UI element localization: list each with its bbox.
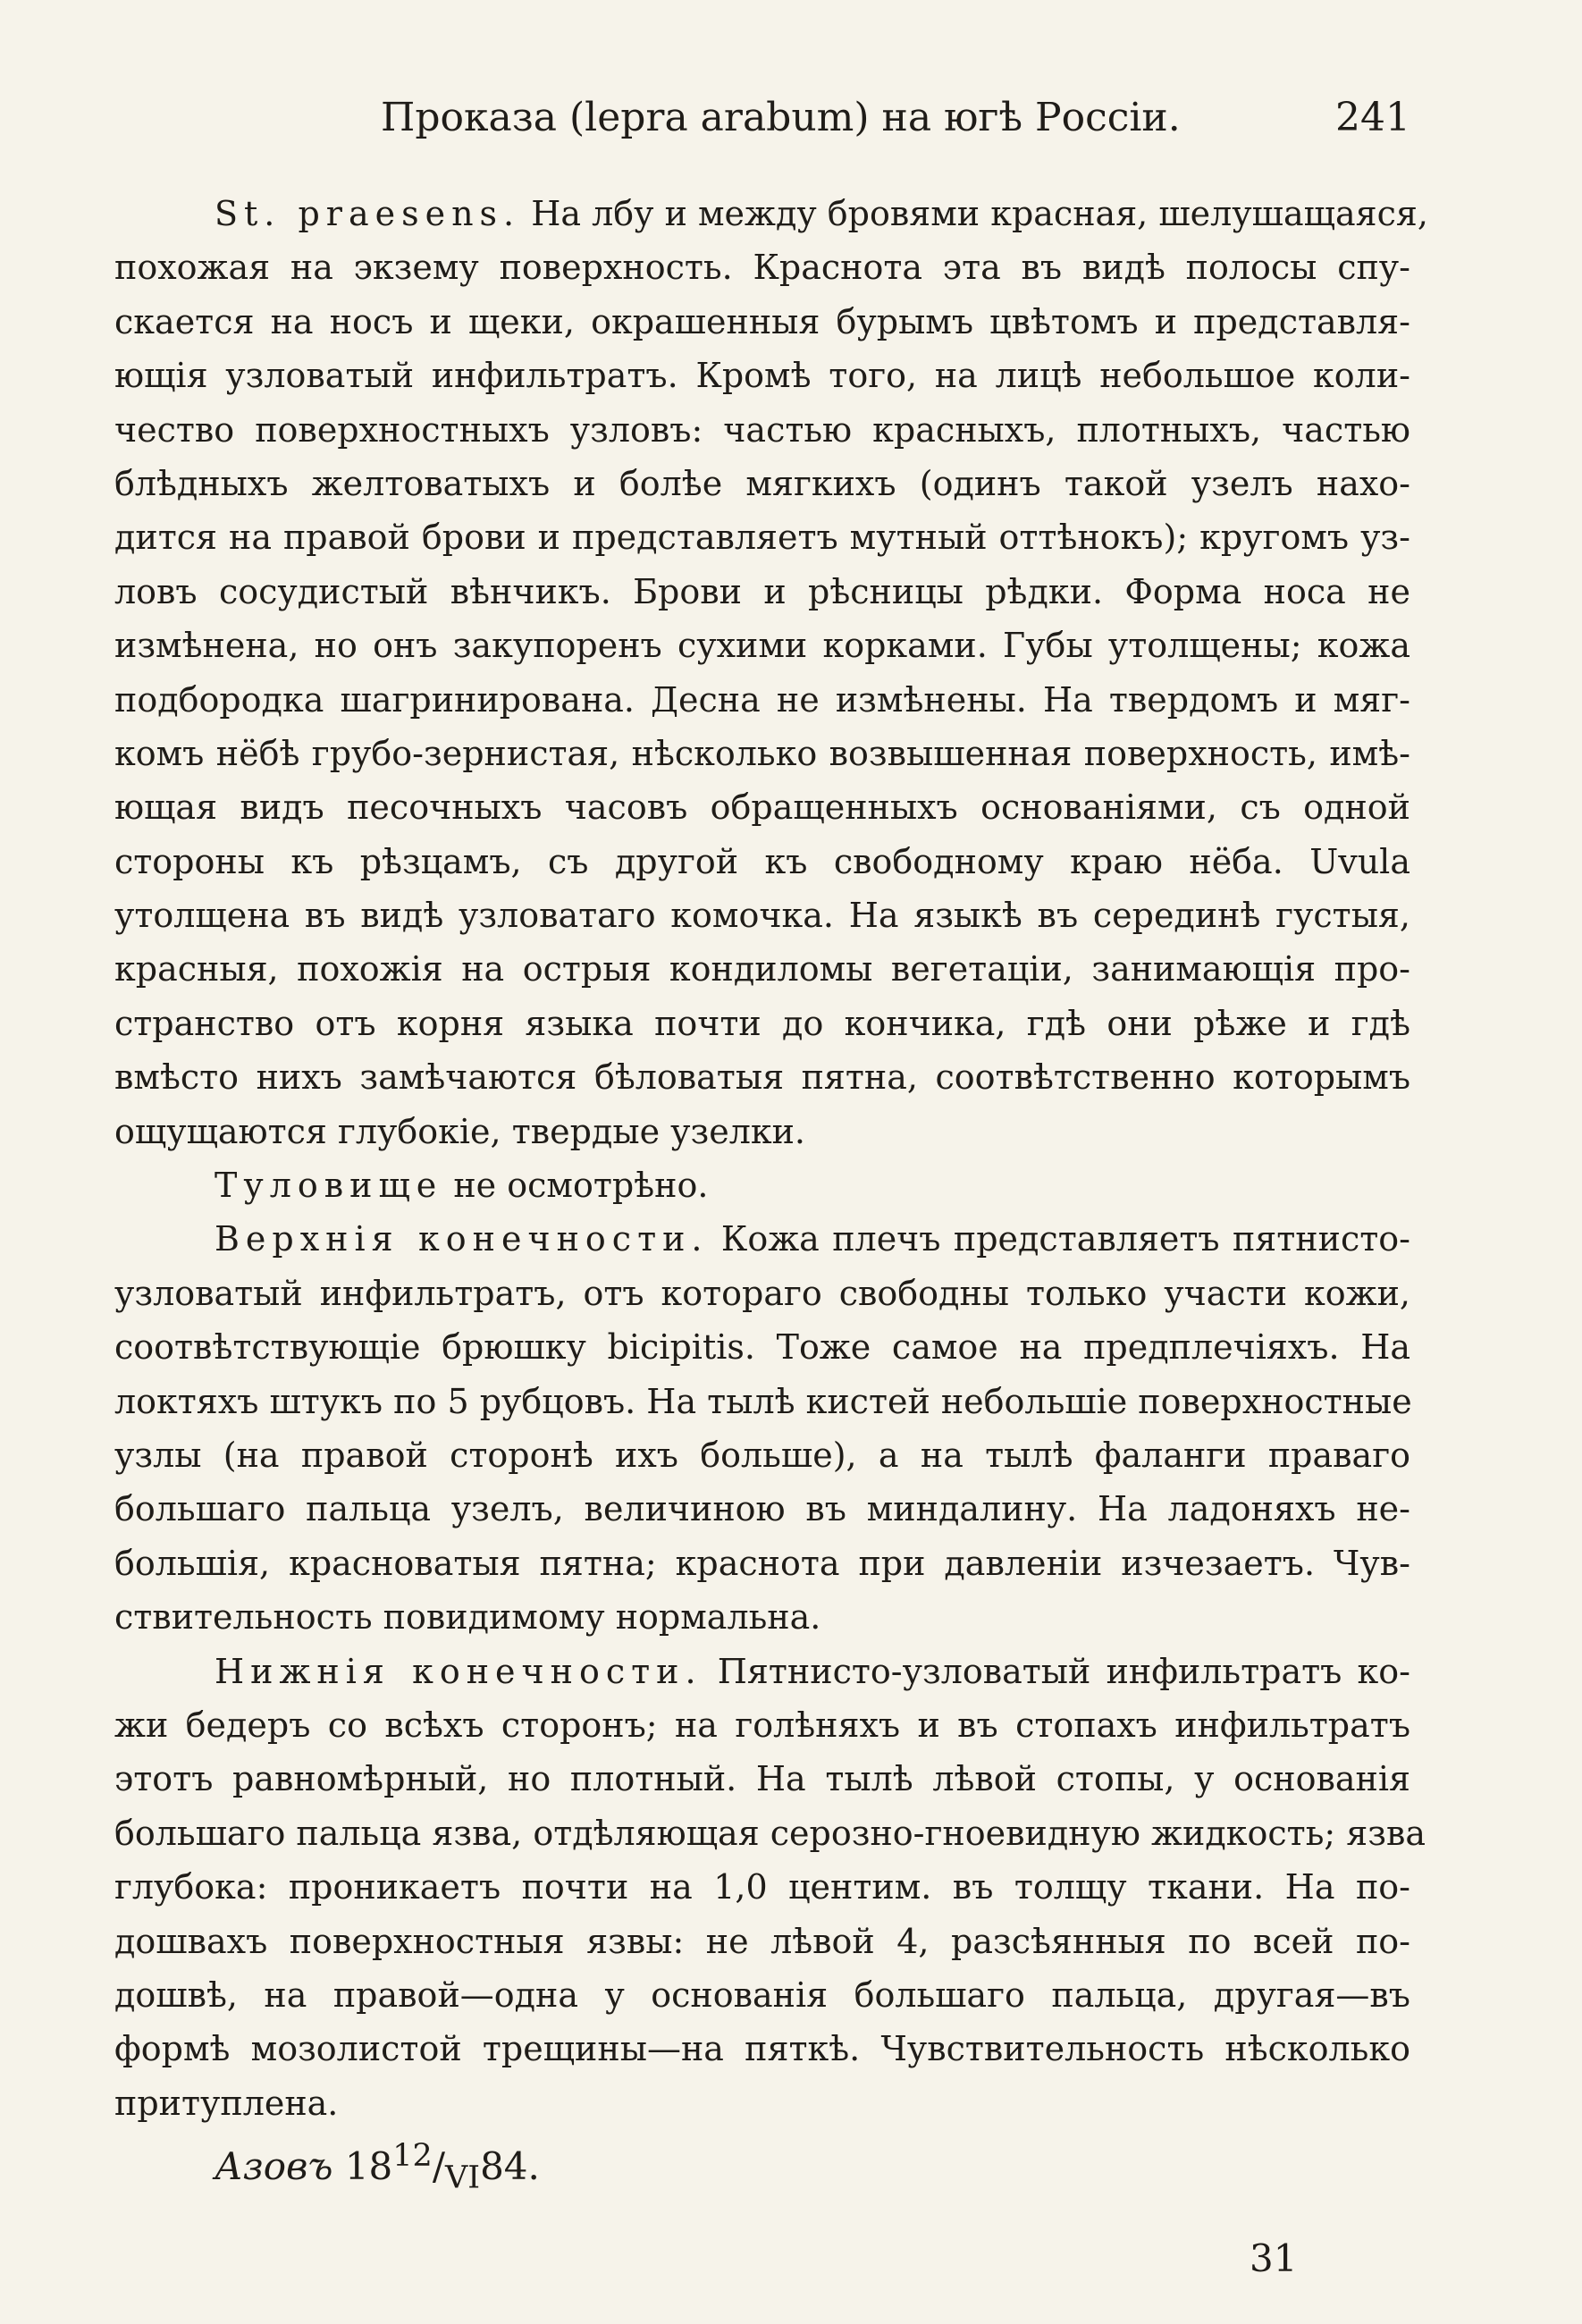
- body-line: утолщена въ видѣ узловатаго комочка. На языкѣ въ серединѣ густыя,: [114, 896, 1410, 936]
- body-line: жи бедеръ со всѣхъ сторонъ; на голѣняхъ и въ стопахъ инфильтратъ: [114, 1705, 1410, 1745]
- body-line: Туловище не осмотрѣно.: [215, 1166, 709, 1206]
- body-line: ющія узловатый инфильтратъ. Кромѣ того, на лицѣ небольшое коли-: [114, 356, 1410, 396]
- body-line: похожая на экзему поверхность. Краснота эта въ видѣ полосы спу-: [114, 248, 1410, 288]
- body-line: подбородка шагринирована. Десна не измѣнены. На твердомъ и мяг-: [114, 679, 1410, 720]
- date-year-end: 84.: [480, 2144, 540, 2188]
- running-header: [114, 95, 1410, 148]
- body-line: красныя, похожія на острыя кондиломы вегетаціи, занимающія про-: [114, 949, 1410, 989]
- section-lead: Верхнія конечности.: [215, 1219, 709, 1259]
- body-line: локтяхъ штукъ по 5 рубцовъ. На тылѣ кистей небольшіе поверхностные: [114, 1381, 1412, 1421]
- page-number: 241: [1335, 95, 1410, 140]
- body-line: ловъ сосудистый вѣнчикъ. Брови и рѣсницы рѣдки. Форма носа не: [114, 571, 1410, 611]
- body-line: большаго пальца узелъ, величиною въ миндалину. На ладоняхъ не-: [114, 1489, 1410, 1529]
- body-line: притуплена.: [114, 2083, 339, 2123]
- body-line: дится на правой брови и представляетъ мутный оттѣнокъ); кругомъ уз-: [114, 518, 1410, 558]
- section-lead: Нижнія конечности.: [215, 1651, 703, 1691]
- body-line: чество поверхностныхъ узловъ: частью красныхъ, плотныхъ, частью: [114, 409, 1410, 450]
- running-title: Проказа (lepra arabum) на югѣ Россіи.: [381, 95, 1181, 140]
- body-line: ствительность повидимому нормальна.: [114, 1597, 821, 1638]
- body-line: ющая видъ песочныхъ часовъ обращенныхъ основаніями, съ одной: [114, 787, 1410, 828]
- date-day: 12: [392, 2138, 433, 2174]
- body-line: большаго пальца язва, отдѣляющая серозно-гноевидную жидкость; язва: [114, 1813, 1426, 1853]
- date-year-start: 18: [344, 2144, 393, 2188]
- body-line: скается на носъ и щеки, окрашенныя бурымъ цвѣтомъ и представля-: [114, 301, 1410, 341]
- body-line: стороны къ рѣзцамъ, съ другой къ свободному краю нёба. Uvula: [114, 841, 1410, 881]
- page-body: [114, 187, 1428, 2130]
- date-month: VI: [444, 2160, 481, 2196]
- body-line: глубока: проникаетъ почти на 1,0 центим. въ толщу ткани. На по-: [114, 1867, 1410, 1907]
- body-line: узлы (на правой сторонѣ ихъ больше), а на тылѣ фаланги праваго: [114, 1435, 1410, 1475]
- body-line: большія, красноватыя пятна; краснота при давленіи изчезаетъ. Чув-: [114, 1543, 1410, 1583]
- body-line: узловатый инфильтратъ, отъ котораго свободны только участи кожи,: [114, 1273, 1410, 1313]
- body-line: странство отъ корня языка почти до кончика, гдѣ они рѣже и гдѣ: [114, 1003, 1410, 1043]
- body-line: St. praesens. На лбу и между бровями красная, шелушащаяся,: [215, 194, 1428, 233]
- body-line: соотвѣтствующіе брюшку bicipitis. Тоже самое на предплечіяхъ. На: [114, 1327, 1410, 1368]
- body-line: вмѣсто нихъ замѣчаются бѣловатыя пятна, соотвѣтственно которымъ: [114, 1057, 1410, 1098]
- body-line: комъ нёбѣ грубо-зернистая, нѣсколько возвышенная поверхность, имѣ-: [114, 733, 1410, 773]
- body-line: этотъ равномѣрный, но плотный. На тылѣ лѣвой стопы, у основанія: [114, 1759, 1410, 1799]
- body-line: Верхнія конечности. Кожа плечъ представляетъ пятнисто-: [215, 1219, 1410, 1259]
- body-line: Нижнія конечности. Пятнисто-узловатый инфильтратъ ко-: [215, 1651, 1410, 1691]
- date-line: Азовъ $18^{12}/_{VI}84$.: [215, 2138, 540, 2196]
- body-line: блѣдныхъ желтоватыхъ и болѣе мягкихъ (одинъ такой узелъ нахо-: [114, 463, 1410, 503]
- body-line: измѣнена, но онъ закупоренъ сухими корками. Губы утолщены; кожа: [114, 626, 1410, 666]
- section-lead: Туловище: [215, 1166, 443, 1206]
- body-line: дошвѣ, на правой—одна у основанія большаго пальца, другая—въ: [114, 1975, 1410, 2015]
- signature-mark: 31: [1250, 2236, 1298, 2280]
- body-line: дошвахъ поверхностныя язвы: не лѣвой 4, разсѣянныя по всей по-: [114, 1921, 1410, 1961]
- section-lead: St. praesens.: [215, 194, 521, 233]
- body-line: ощущаются глубокіе, твердые узелки.: [114, 1111, 806, 1151]
- body-line: формѣ мозолистой трещины—на пяткѣ. Чувствительность нѣсколько: [114, 2029, 1410, 2069]
- place-name: Азовъ: [215, 2144, 333, 2188]
